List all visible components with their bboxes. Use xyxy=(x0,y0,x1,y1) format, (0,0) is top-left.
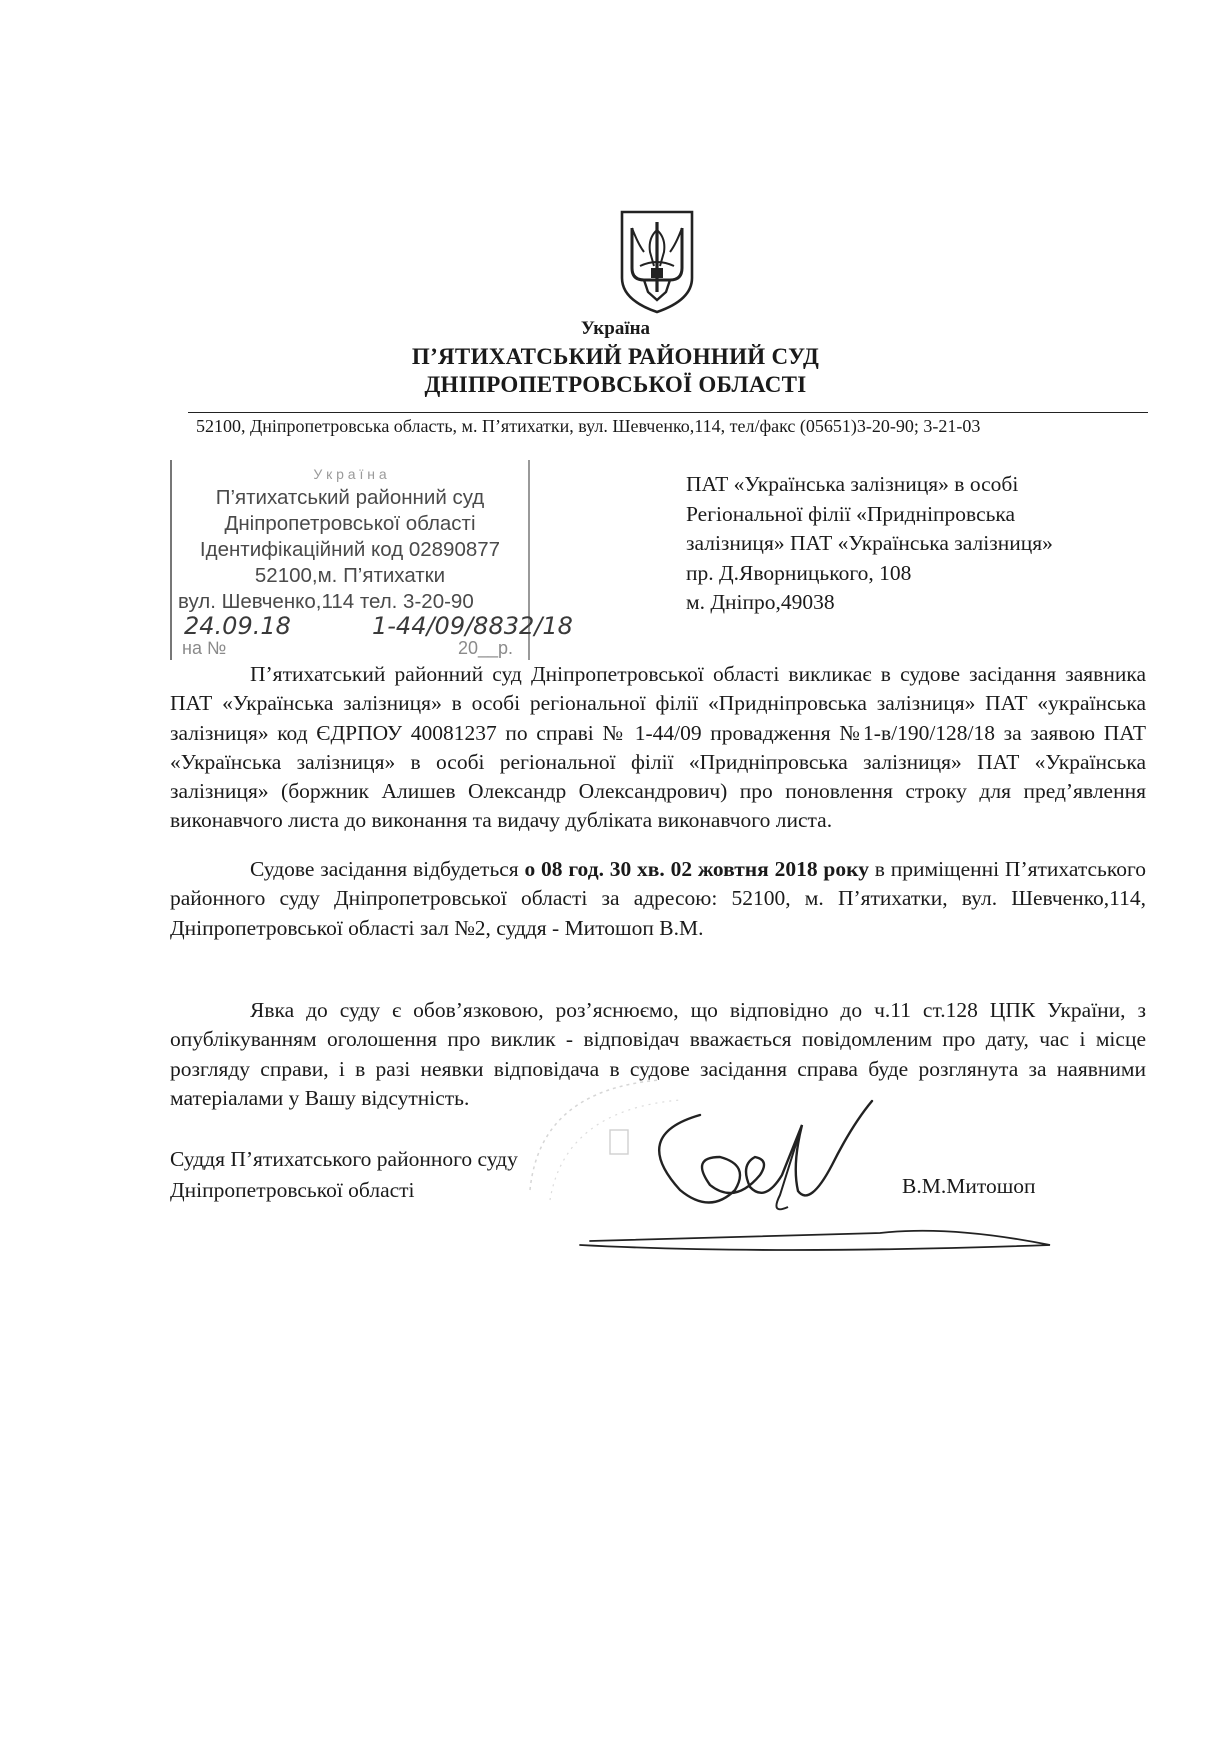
hearing-paragraph xyxy=(170,855,1146,943)
trident-emblem-icon xyxy=(618,208,696,316)
signatory-position xyxy=(170,1144,518,1206)
recipient-line: залізниця» ПАТ «Українська залізниця» xyxy=(686,531,1053,555)
hearing-text: в приміщенні П’ятихатського районного суду Дніпропетровської області за адресою: 52100, м. П’ятихатки, вул. Шевченко,114, Дніпропетровської області зал №2, суддя - Митошоп В.М. xyxy=(170,857,1146,940)
recipient-line: ПАТ «Українська залізниця» в особі xyxy=(686,472,1019,496)
stamp-line: Дніпропетровської області xyxy=(224,512,476,535)
outgoing-registration-stamp xyxy=(170,460,573,660)
stamp-line: У к р а ї н а xyxy=(313,466,387,482)
recipient-block xyxy=(686,470,1053,618)
header-court-name: П’ЯТИХАТСЬКИЙ РАЙОННИЙ СУД xyxy=(411,344,820,369)
stamp-reference-label: на № xyxy=(182,638,227,658)
header-country: Україна xyxy=(580,318,651,339)
stamp-line: П’ятихатський районний суд xyxy=(215,486,485,509)
recipient-line: м. Дніпро,49038 xyxy=(686,590,835,614)
stamp-line: Ідентифікаційний код 02890877 xyxy=(199,538,501,561)
stamp-handwritten-date: 24.09.18 xyxy=(184,612,291,640)
recipient-line: пр. Д.Яворницького, 108 xyxy=(686,560,912,585)
recipient-line: Регіональної філії «Придніпровська xyxy=(686,501,1016,526)
stamp-line: вул. Шевченко,114 тел. 3-20-90 xyxy=(178,590,474,613)
hearing-datetime: о 08 год. 30 хв. 02 жовтня 2018 року xyxy=(524,857,869,881)
stamp-handwritten-number: 1-44/09/8832/18 xyxy=(372,612,573,640)
header-divider xyxy=(188,412,1148,413)
signatory-position-line: Дніпропетровської області xyxy=(170,1178,415,1202)
attendance-paragraph: Явка до суду є обов’язковою, роз’яснюємо, що відповідно до ч.11 ст.128 ЦПК України, з опублікуванням оголошення про виклик - відповідач вважається повідомленим про дату, час і місце розгляду справи, і в разі неявки відповідача в судове засідання справа буде розглянута за наявними матеріалами у Вашу відсутність. xyxy=(170,998,1146,1110)
summons-paragraph: П’ятихатський районний суд Дніпропетровської області викликає в судове засідання заявника ПАТ «Українська залізниця» в особі регіональної філії «Придніпровська залізниця» ПАТ «українська залізниця» код ЄДРПОУ 40081237 по справі № 1-44/09 провадження №1-в/190/128/18 за заявою ПАТ «Українська залізниця» в особі регіональної філії «Придніпровська залізниця» ПАТ «Українська залізниця» (боржник Алишев Олександр Олександрович) про поновлення строку для пред’явлення виконавчого листа до виконання та видачу дубліката виконавчого листа. xyxy=(170,662,1146,833)
header-region: ДНІПРОПЕТРОВСЬКОЇ ОБЛАСТІ xyxy=(424,372,807,397)
signatory-name: В.М.Митошоп xyxy=(902,1174,1036,1198)
stamp-line: 52100,м. П’ятихатки xyxy=(254,564,446,587)
signatory-position-line: Суддя П’ятихатського районного суду xyxy=(170,1147,518,1171)
court-address: 52100, Дніпропетровська область, м. П’ятихатки, вул. Шевченко,114, тел/факс (05651)3-20-90; 3-21-03 xyxy=(196,416,981,436)
stamp-reference-year: 20__р. xyxy=(458,638,514,658)
hearing-text: Судове засідання відбудеться xyxy=(250,857,525,881)
